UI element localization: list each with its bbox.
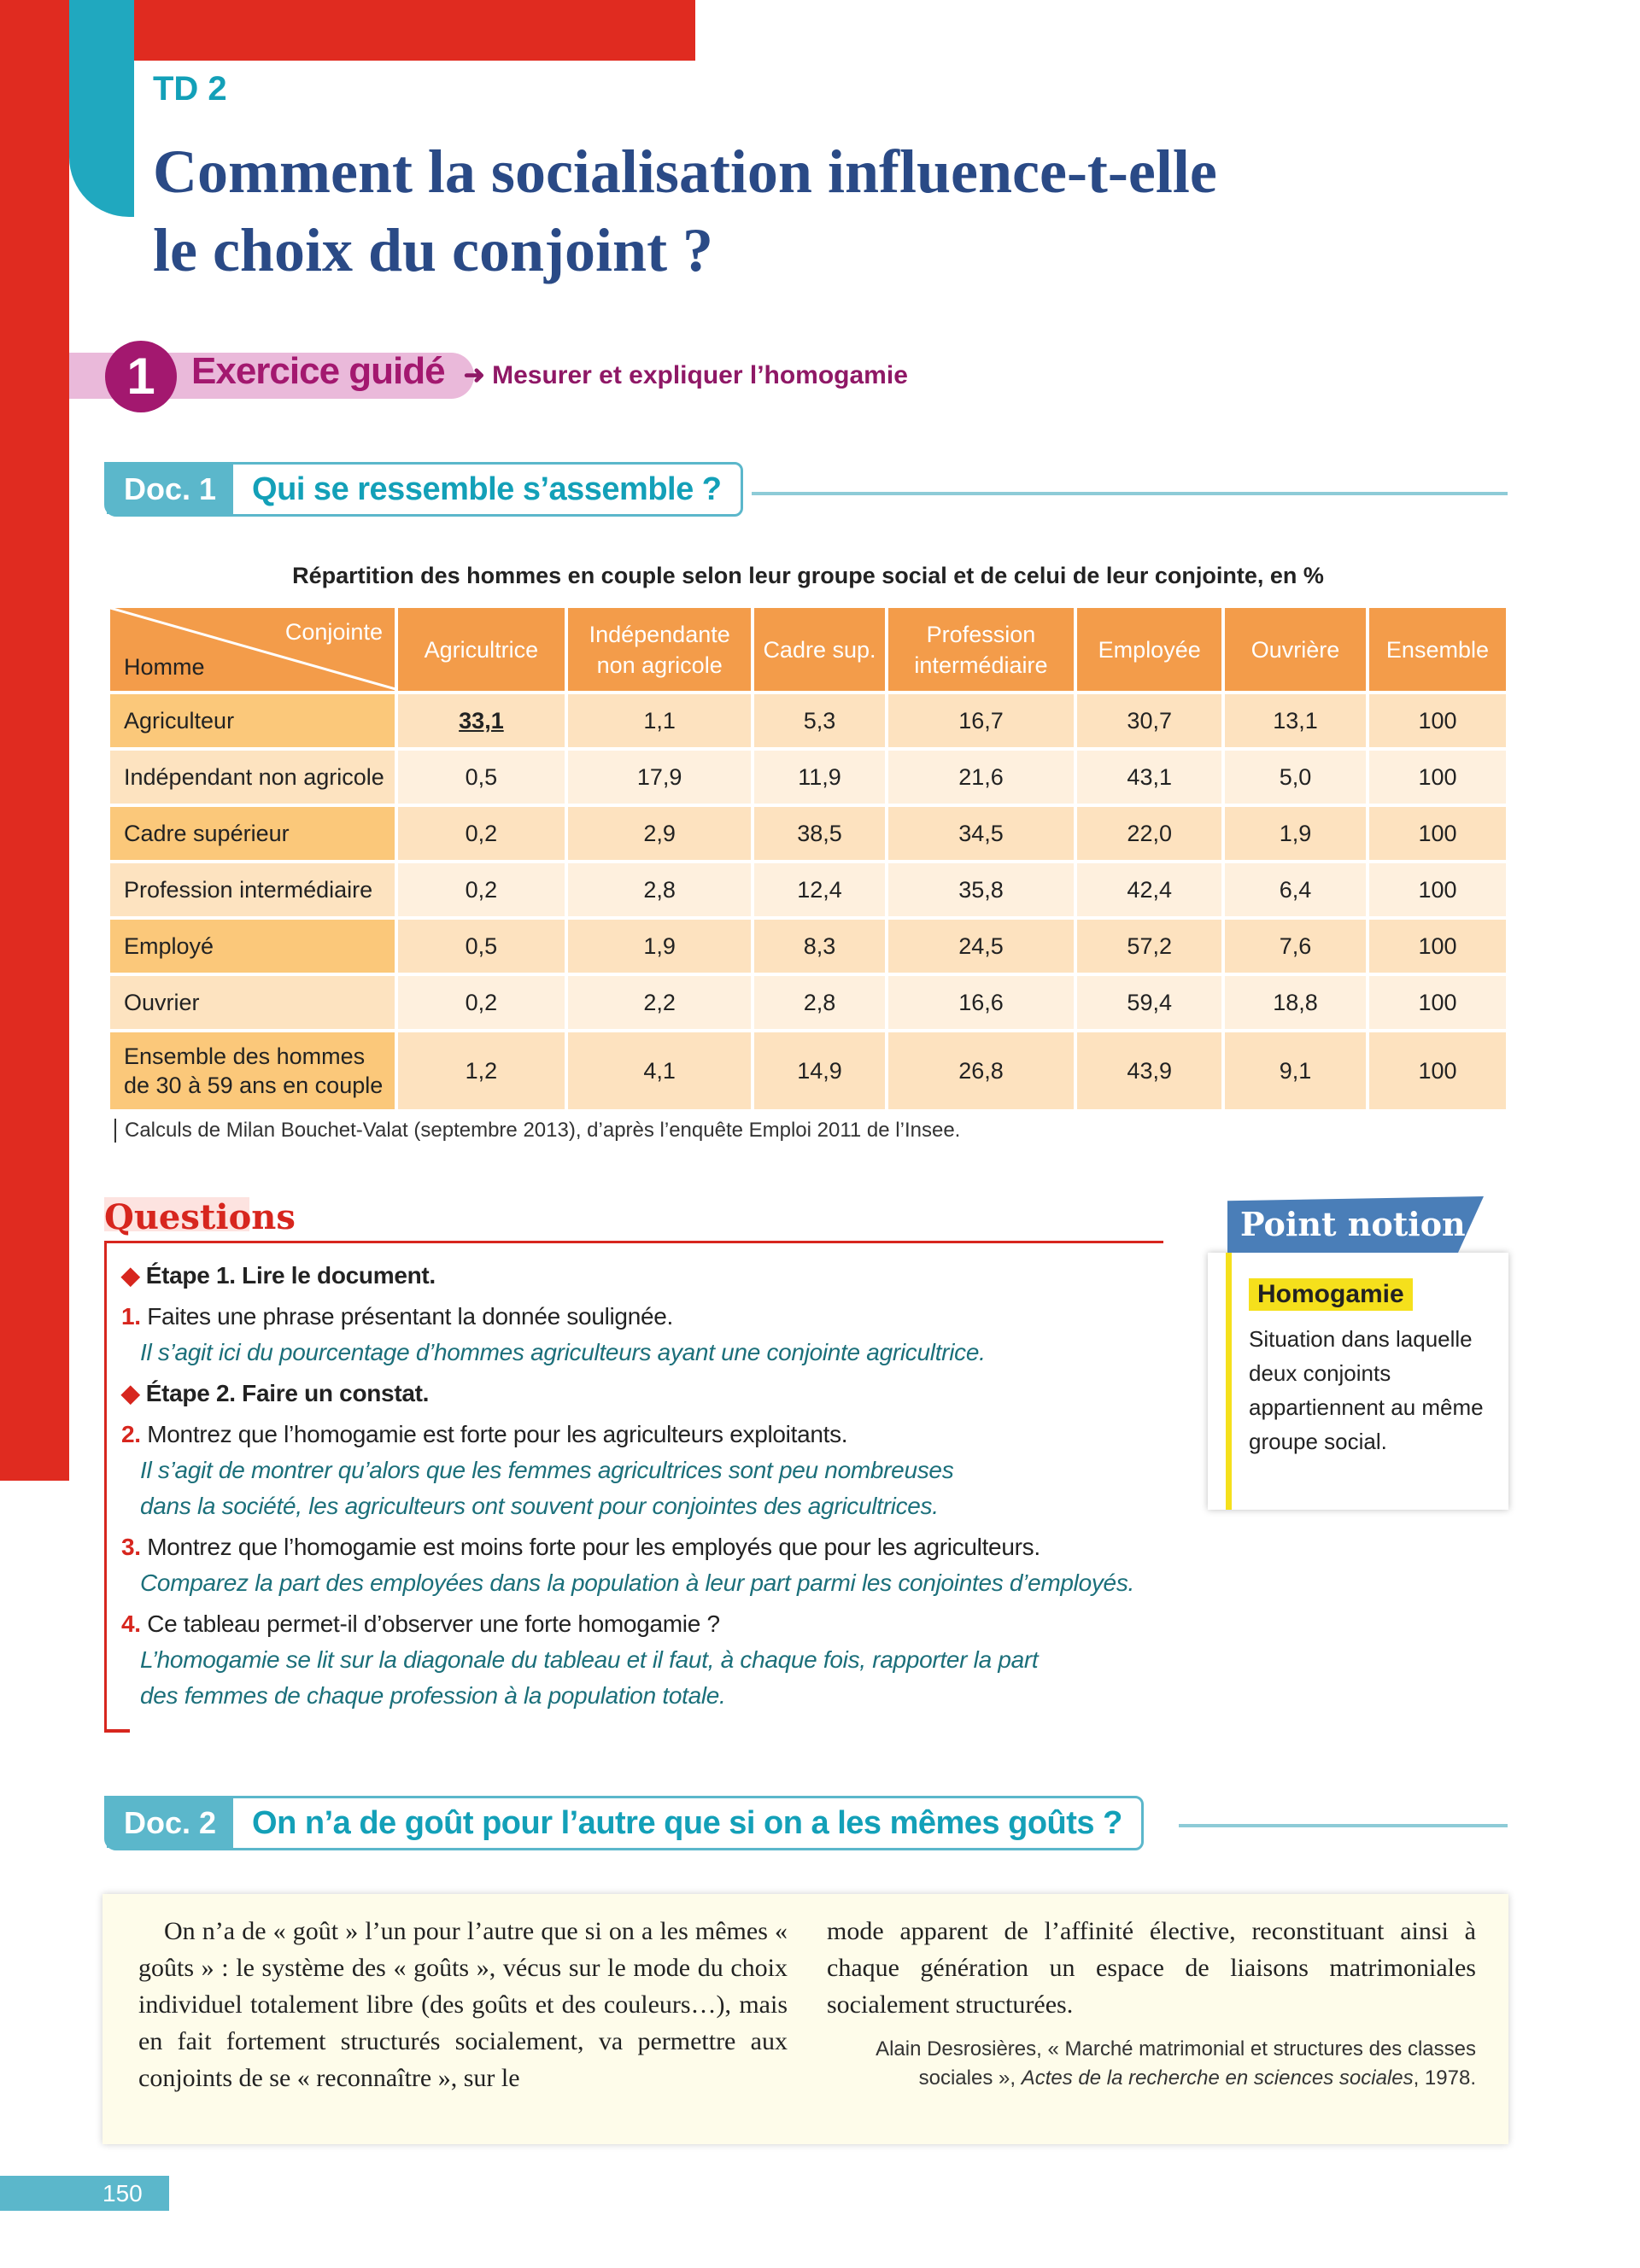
answer-4-line2: des femmes de chaque profession à la population totale. [140,1682,726,1709]
table-cell: 2,2 [568,976,752,1029]
table-cell: 2,8 [754,976,884,1029]
teal-decoration [69,0,134,217]
exercise-label: Exercice guidé [191,350,445,392]
column-header: Cadre sup. [754,608,884,691]
row-label: Ouvrier [110,976,395,1029]
column-header: Profession intermédiaire [888,608,1075,691]
column-header: Agricultrice [398,608,565,691]
doc1-rule [752,492,1508,495]
table-row [110,751,1506,804]
corner-header [110,608,395,691]
column-header: Employée [1077,608,1221,691]
corner-conjointe: Conjointe [284,619,383,645]
homogamy-table [107,605,1509,1113]
questions-title: Questions [104,1197,296,1237]
table-source: Calculs de Milan Bouchet-Valat (septembre 2013), d’après l’enquête Emploi 2011 de l’Insee. [114,1119,960,1143]
table-cell: 14,9 [754,1032,884,1109]
table-cell: 16,6 [888,976,1075,1029]
table-cell: 42,4 [1077,863,1221,916]
exercise-subtitle: ➜ Mesurer et expliquer l’homogamie [463,361,908,389]
table-cell: 0,5 [398,751,565,804]
table-row [110,807,1506,860]
table-cell: 100 [1369,751,1506,804]
table-cell: 2,9 [568,807,752,860]
question-3: 3. Montrez que l’homogamie est moins forte pour les employés que pour les agriculteurs. [121,1534,1040,1560]
table-cell: 30,7 [1077,694,1221,747]
table-cell: 0,2 [398,807,565,860]
doc1-header [104,462,743,517]
point-notion-title: Point notion [1240,1205,1466,1243]
table-cell: 11,9 [754,751,884,804]
table-caption: Répartition des hommes en couple selon leur groupe social et de celui de leur conjointe, en % [292,563,1324,588]
table-cell: 2,8 [568,863,752,916]
answer-2-line2: dans la société, les agriculteurs ont souvent pour conjointes des agricultrices. [140,1493,939,1519]
left-red-band [0,0,69,1481]
table-cell: 26,8 [888,1032,1075,1109]
column-header: Ensemble [1369,608,1506,691]
doc2-header [104,1796,1144,1850]
quote-column-1: On n’a de « goût » l’un pour l’autre que si on a les mêmes « goûts » : le système des « goûts », vécus sur le mode du choix individuel totalement libre (des goûts et des couleurs…), mais en fait fortement structurés socialement, va permettre aux conjoints de se « reconnaître », sur le [138,1917,788,2092]
table-cell: 1,9 [568,920,752,973]
answer-2-line1: Il s’agit de montrer qu’alors que les femmes agricultrices sont peu nombreuses [140,1457,954,1483]
table-cell: 0,5 [398,920,565,973]
table-cell: 100 [1369,863,1506,916]
table-row [110,1032,1506,1109]
question-4: 4. Ce tableau permet-il d’observer une forte homogamie ? [121,1610,720,1637]
table-cell: 38,5 [754,807,884,860]
step-1: ◆ Étape 1. Lire le document. [121,1262,436,1289]
questions-vrule [104,1241,107,1732]
table-cell: 43,1 [1077,751,1221,804]
point-notion-accent [1226,1253,1232,1510]
page-title [153,132,1217,289]
table-cell: 5,3 [754,694,884,747]
table-cell: 100 [1369,920,1506,973]
table-cell: 22,0 [1077,807,1221,860]
td-label: TD 2 [153,70,227,108]
questions-list [121,1258,1189,1714]
row-label: Ensemble des hommes de 30 à 59 ans en couple [110,1032,395,1109]
answer-3: Comparez la part des employées dans la population à leur part parmi les conjointes d’employés. [140,1569,1135,1596]
table-cell: 1,1 [568,694,752,747]
point-notion-term: Homogamie [1249,1278,1413,1311]
table-row [110,863,1506,916]
row-label: Indépendant non agricole [110,751,395,804]
table-cell: 100 [1369,694,1506,747]
exercise-heading [191,350,908,393]
row-label: Profession intermédiaire [110,863,395,916]
table-cell: 57,2 [1077,920,1221,973]
table-cell: 100 [1369,976,1506,1029]
table-row [110,920,1506,973]
table-cell: 6,4 [1225,863,1366,916]
table-cell: 21,6 [888,751,1075,804]
table-cell: 100 [1369,807,1506,860]
top-red-band [134,0,695,61]
table-row [110,694,1506,747]
exercise-number: 1 [105,341,177,412]
answer-1: Il s’agit ici du pourcentage d’hommes agriculteurs ayant une conjointe agricultrice. [140,1339,986,1365]
table-cell: 24,5 [888,920,1075,973]
doc2-rule [1179,1824,1508,1827]
doc1-title: Qui se ressemble s’assemble ? [252,471,722,507]
row-label: Cadre supérieur [110,807,395,860]
question-1: 1. Faites une phrase présentant la donnée soulignée. [121,1303,674,1330]
table-row [110,976,1506,1029]
row-label: Agriculteur [110,694,395,747]
table-cell: 59,4 [1077,976,1221,1029]
column-header: Indépendante non agricole [568,608,752,691]
diamond-icon: ◆ [121,1380,146,1406]
table-cell: 16,7 [888,694,1075,747]
quote-column-2: mode apparent de l’affinité élective, reconstituant ainsi à chaque génération un espace de liaisons matrimoniales socialement structurées. [827,1917,1476,2019]
diamond-icon: ◆ [121,1262,146,1289]
table-cell: 43,9 [1077,1032,1221,1109]
table-cell: 7,6 [1225,920,1366,973]
corner-homme: Homme [124,654,205,680]
doc1-number: Doc. 1 [107,465,233,514]
table-cell: 17,9 [568,751,752,804]
table-cell: 5,0 [1225,751,1366,804]
table-cell: 1,9 [1225,807,1366,860]
table-cell: 34,5 [888,807,1075,860]
quote-reference: Alain Desrosières, « Marché matrimonial et structures des classes sociales », Actes de la recherche en sciences sociales, 1978. [876,2037,1476,2090]
table-cell: 0,2 [398,976,565,1029]
doc2-title: On n’a de goût pour l’autre que si on a les mêmes goûts ? [252,1804,1122,1841]
questions-foot [104,1729,130,1733]
answer-4-line1: L’homogamie se lit sur la diagonale du tableau et il faut, à chaque fois, rapporter la part [140,1646,1039,1673]
table-cell: 18,8 [1225,976,1366,1029]
table-cell: 1,2 [398,1032,565,1109]
table-cell: 100 [1369,1032,1506,1109]
column-header: Ouvrière [1225,608,1366,691]
table-cell: 13,1 [1225,694,1366,747]
table-cell: 4,1 [568,1032,752,1109]
point-notion-definition: Situation dans laquelle deux conjoints appartiennent au même groupe social. [1249,1326,1484,1454]
table-cell: 12,4 [754,863,884,916]
table-cell: 8,3 [754,920,884,973]
question-2: 2. Montrez que l’homogamie est forte pour les agriculteurs exploitants. [121,1421,848,1447]
questions-rule [104,1241,1163,1243]
quote-column-2-wrap [827,1913,1476,2093]
table-cell: 9,1 [1225,1032,1366,1109]
page-number: 150 [0,2176,169,2211]
title-line-2: le choix du conjoint ? [153,216,714,284]
table-cell: 35,8 [888,863,1075,916]
title-line-1: Comment la socialisation influence-t-elle [153,137,1217,206]
table-cell: 0,2 [398,863,565,916]
table-cell: 33,1 [398,694,565,747]
doc2-number: Doc. 2 [107,1798,233,1848]
step-2: ◆ Étape 2. Faire un constat. [121,1380,430,1406]
row-label: Employé [110,920,395,973]
